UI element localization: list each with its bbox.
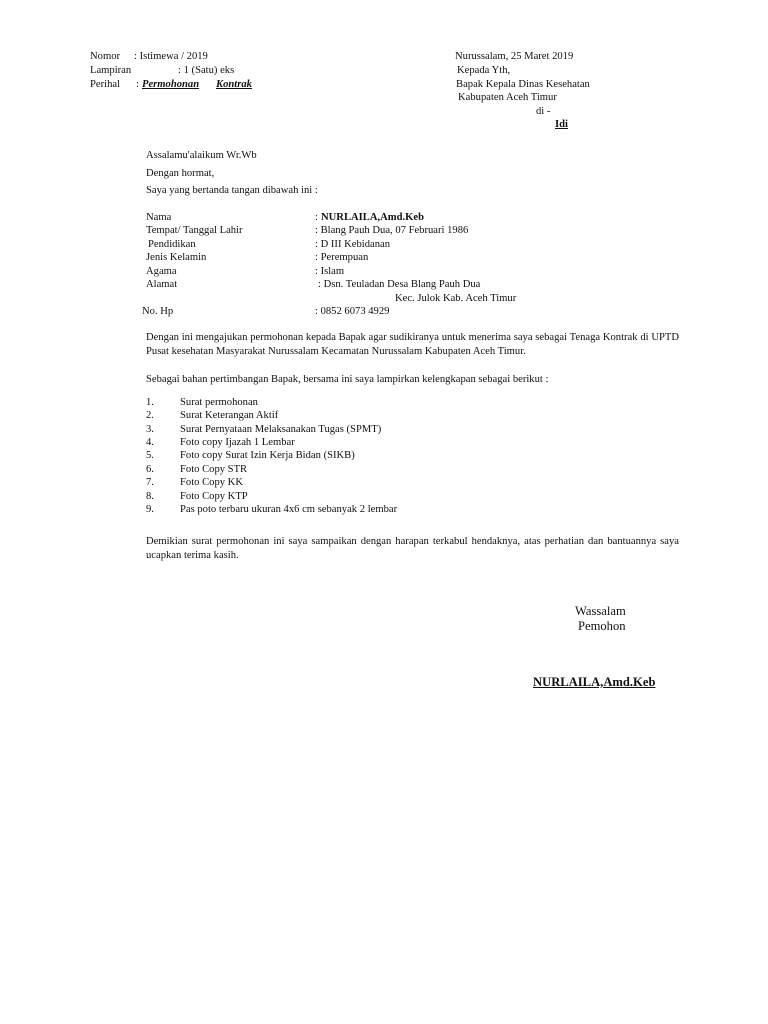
lampiran-value: : 1 (Satu) eks — [178, 65, 235, 76]
attachment-num: 9. — [146, 504, 154, 515]
jenis-kelamin-value: : Perempuan — [315, 252, 369, 263]
attachment-num: 7. — [146, 477, 154, 488]
agama-label: Agama — [146, 266, 177, 277]
greeting: Assalamu'alaikum Wr.Wb — [146, 150, 257, 161]
lampiran-label: Lampiran — [90, 65, 132, 76]
attachment-text: Foto Copy KK — [180, 477, 243, 488]
hp-value: : 0852 6073 4929 — [315, 306, 390, 317]
place-date: Nurussalam, 25 Maret 2019 — [455, 51, 574, 62]
attachment-num: 2. — [146, 410, 154, 421]
attachment-num: 4. — [146, 437, 154, 448]
attachment-num: 6. — [146, 464, 154, 475]
recipient-city: Idi — [555, 119, 568, 130]
nomor-value: : Istimewa / 2019 — [134, 51, 208, 62]
jenis-kelamin-label: Jenis Kelamin — [146, 252, 207, 263]
attachment-num: 5. — [146, 450, 154, 461]
body-paragraph-2: Sebagai bahan pertimbangan Bapak, bersama ini saya lampirkan kelengkapan sebagai berikut : — [146, 374, 549, 385]
attachment-text: Pas poto terbaru ukuran 4x6 cm sebanyak 2 lembar — [180, 504, 398, 515]
perihal-colon: : — [136, 79, 139, 90]
pemohon: Pemohon — [578, 619, 626, 633]
signer-name: NURLAILA,Amd.Keb — [533, 675, 656, 689]
perihal-word-permohonan: Permohonan — [142, 79, 200, 90]
body-paragraph-1: Dengan ini mengajukan permohonan kepada Bapak agar sudikiranya untuk menerima saya sebagai Tenaga Kontrak di UPTD Pusat kesehatan Masyarakat Nurussalam Kecamatan Nurussalam Kabupaten Aceh Timur. — [146, 332, 679, 357]
alamat-value-line1: : Dsn. Teuladan Desa Blang Pauh Dua — [318, 279, 481, 290]
attachment-num: 1. — [146, 397, 154, 408]
attachment-text: Surat permohonan — [180, 397, 258, 408]
hp-label: No. Hp — [142, 306, 174, 317]
agama-value: : Islam — [315, 266, 345, 277]
pendidikan-label: Pendidikan — [148, 239, 196, 250]
dengan-hormat: Dengan hormat, — [146, 168, 215, 179]
attachment-text: Foto Copy KTP — [180, 491, 248, 502]
nama-value: NURLAILA,Amd.Keb — [321, 212, 425, 223]
attachment-text: Foto copy Ijazah 1 Lembar — [180, 437, 295, 448]
alamat-value-line2: Kec. Julok Kab. Aceh Timur — [395, 293, 517, 304]
recipient-line2: Kabupaten Aceh Timur — [458, 92, 557, 103]
attachment-text: Foto copy Surat Izin Kerja Bidan (SIKB) — [180, 450, 355, 461]
nomor-label: Nomor — [90, 51, 121, 62]
ttl-value: : Blang Pauh Dua, 07 Februari 1986 — [315, 225, 469, 236]
nama-label: Nama — [146, 212, 172, 223]
intro-line: Saya yang bertanda tangan dibawah ini : — [146, 185, 318, 196]
nama-colon: : — [315, 212, 318, 223]
perihal-word-kontrak: Kontrak — [216, 79, 252, 90]
attachment-text: Surat Keterangan Aktif — [180, 410, 279, 421]
recipient-line1: Bapak Kepala Dinas Kesehatan — [456, 79, 590, 90]
wassalam: Wassalam — [575, 604, 626, 618]
pendidikan-value: : D III Kebidanan — [315, 239, 391, 250]
attachment-num: 8. — [146, 491, 154, 502]
attachment-text: Foto Copy STR — [180, 464, 248, 475]
attachment-num: 3. — [146, 424, 154, 435]
closing-paragraph: Demikian surat permohonan ini saya sampaikan dengan harapan terkabul hendaknya, atas perhatian dan bantuannya saya ucapkan terima kasih. — [146, 536, 679, 561]
attachment-text: Surat Pernyataan Melaksanakan Tugas (SPMT) — [180, 424, 382, 435]
kepada-yth: Kepada Yth, — [457, 65, 511, 76]
ttl-label: Tempat/ Tanggal Lahir — [146, 225, 243, 236]
perihal-label: Perihal — [90, 79, 121, 90]
recipient-di: di - — [536, 106, 551, 117]
alamat-label: Alamat — [146, 279, 178, 290]
